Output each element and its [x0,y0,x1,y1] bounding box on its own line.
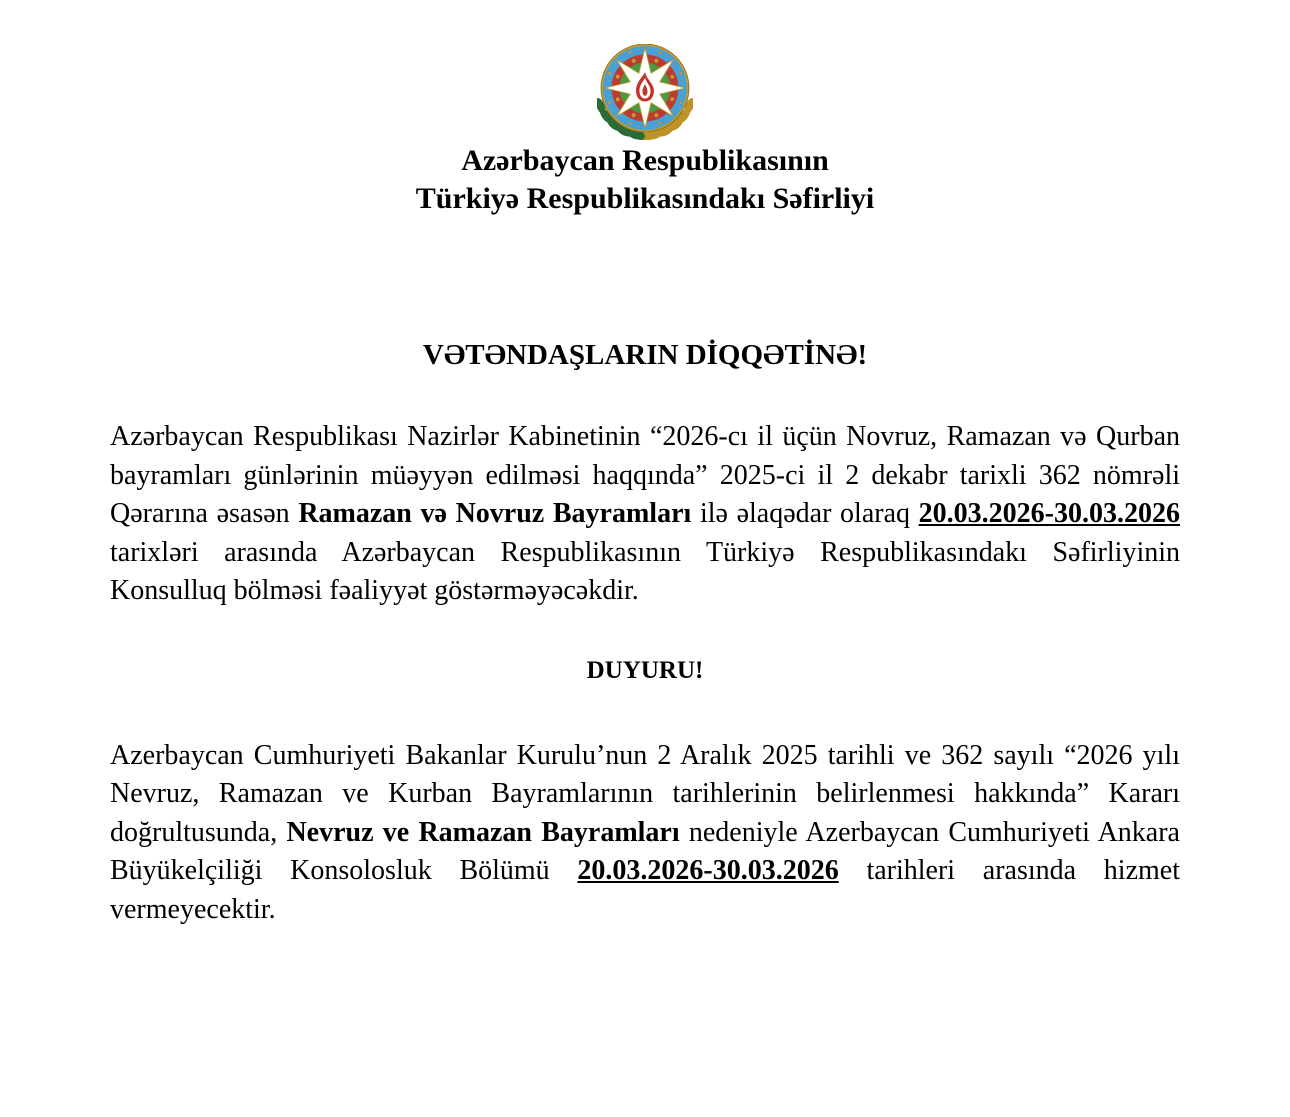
text-run-normal: ilə əlaqədar olaraq [691,498,919,529]
announcement-paragraph-turkish [110,737,1180,930]
announcement-paragraph-azerbaijani [110,418,1180,611]
document-content [110,0,1180,929]
text-run-normal: Azərbaycan Respublikası Nazirlər Kabinetinin “2026-cı il üçün Novruz, Ramazan və Qurban bayramları günlərinin müəyyən edilməsi haqqında” 2025-ci il 2 dekabr tarixli 362 nömrəli Qərarına əsasən [110,421,1180,529]
embassy-title-line1: Azərbaycan Respublikasının [461,144,829,177]
text-run-normal: nedeniyle Azerbaycan Cumhuriyeti Ankara Büyükelçiliği Konsolosluk Bölümü [110,816,1180,886]
text-run-bold-underline: 20.03.2026-30.03.2026 [577,855,839,886]
text-run-normal: tarixləri arasında Azərbaycan Respublikasının Türkiyə Respublikasındakı Səfirliyinin Konsulluq bölməsi fəaliyyət göstərməyəcəkdir. [110,536,1180,606]
embassy-title [110,142,1180,218]
section-heading-azerbaijani: VƏTƏNDAŞLARIN DİQQƏTİNƏ! [422,339,868,371]
text-run-bold-underline: 20.03.2026-30.03.2026 [918,498,1180,529]
azerbaijan-state-emblem-icon [597,44,693,142]
text-run-normal: tarihleri arasında hizmet vermeyecektir. [110,855,1180,925]
text-run-bold: Ramazan və Novruz Bayramları [298,498,692,529]
text-run-bold: Nevruz ve Ramazan Bayramları [286,816,680,848]
embassy-title-line2: Türkiyə Respublikasındakı Səfirliyi [415,182,875,215]
text-run-normal: Azerbaycan Cumhuriyeti Bakanlar Kurulu’nun 2 Aralık 2025 tarihli ve 362 sayılı “2026 yılı Nevruz, Ramazan ve Kurban Bayramlarının tarihlerinin belirlenmesi hakkında” Kararı doğrultusunda, [110,739,1180,848]
emblem-container [110,44,1180,142]
section-heading-turkish: DUYURU! [586,656,704,684]
